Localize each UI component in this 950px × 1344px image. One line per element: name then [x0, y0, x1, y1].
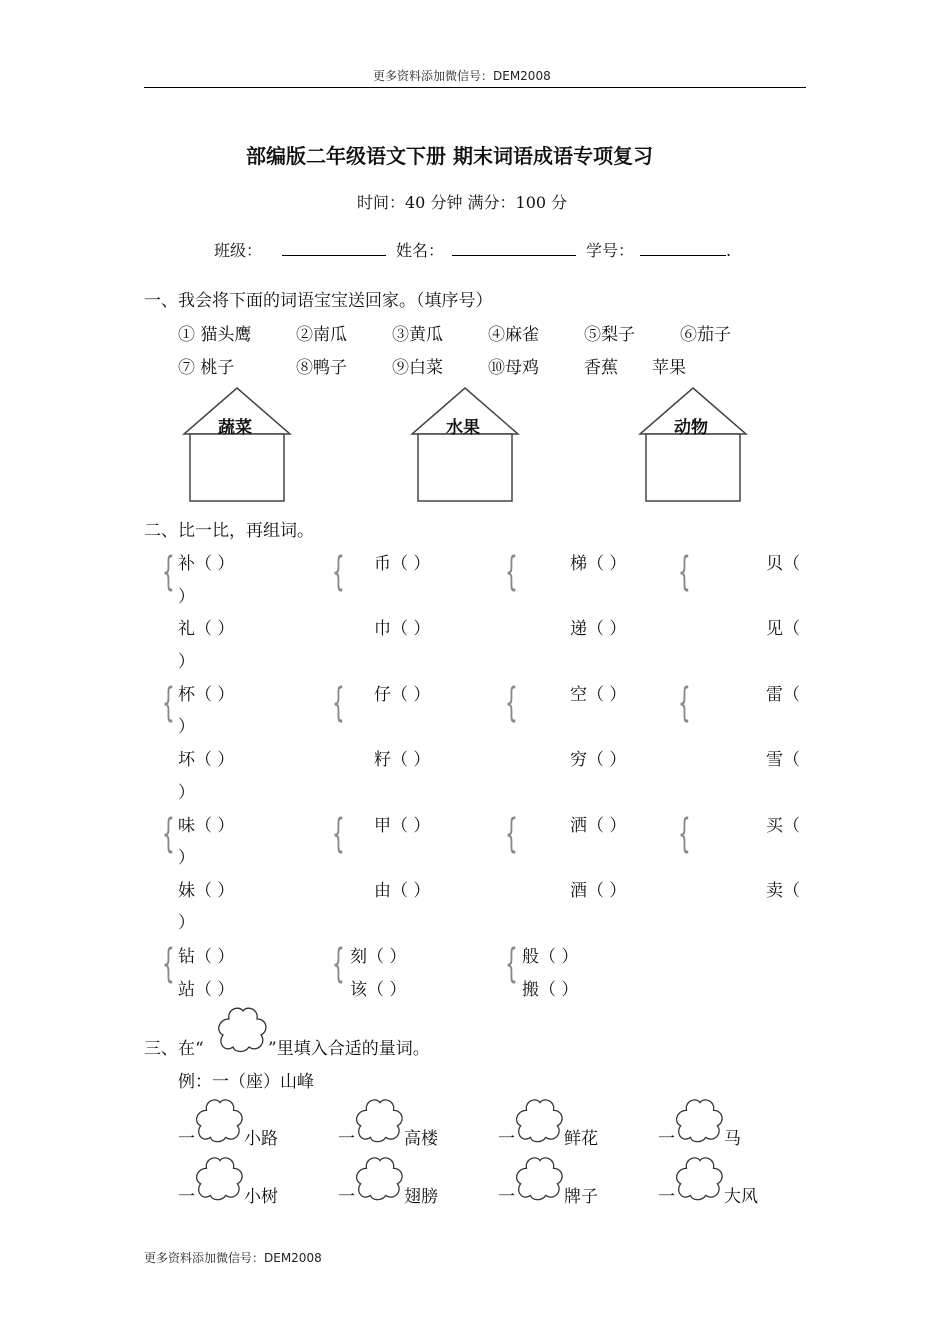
word-item: ① 猫头鹰 [178, 325, 252, 345]
pair-brace: { [505, 680, 518, 726]
word-item: 香蕉 [584, 358, 618, 378]
answer-blank[interactable]: （ ） [195, 685, 235, 705]
answer-blank[interactable]: （ [783, 685, 800, 705]
char-row [570, 549, 626, 574]
flower-input[interactable] [673, 1154, 727, 1202]
char-row [178, 975, 234, 1000]
char: 甲 [374, 816, 391, 836]
char: 洒 [570, 816, 587, 836]
one-label: 一 [498, 1187, 515, 1207]
answer-blank[interactable]: （ ） [195, 750, 235, 770]
char-row [374, 549, 430, 574]
char: 味 [178, 816, 195, 836]
char-row [570, 614, 626, 639]
flower-input[interactable] [193, 1154, 247, 1202]
char: 籽 [374, 750, 391, 770]
answer-blank[interactable]: （ ） [587, 750, 627, 770]
wrapped-paren: ） [178, 717, 195, 737]
pair-brace: { [162, 680, 175, 726]
answer-blank[interactable]: （ ） [391, 554, 431, 574]
one-label: 一 [338, 1129, 355, 1149]
char-row [178, 811, 234, 836]
char-row [570, 745, 626, 770]
pair-brace: { [162, 811, 175, 857]
char-row [178, 942, 234, 967]
char-row [178, 876, 234, 901]
section3-heading-suffix: ”里填入合适的量词。 [268, 1039, 430, 1059]
char-row [350, 975, 406, 1000]
house-animals[interactable] [638, 386, 748, 504]
answer-blank[interactable]: （ ） [391, 881, 431, 901]
house-label-fruits: 水果 [446, 418, 480, 438]
char-row [374, 614, 430, 639]
word-item: ②南瓜 [296, 325, 347, 345]
class-field[interactable] [282, 239, 386, 256]
example-line: 例：一（座）山峰 [178, 1072, 314, 1092]
header-note: 更多资料添加微信号：DEM2008 [373, 69, 551, 83]
house-vegetables[interactable] [182, 386, 292, 504]
flower-input[interactable] [353, 1154, 407, 1202]
noun-label: 小路 [244, 1129, 278, 1149]
word-item: ⑥茄子 [680, 325, 731, 345]
pair-brace: { [332, 811, 345, 857]
section2-heading: 二、比一比，再组词。 [144, 521, 314, 541]
pair-brace: { [505, 941, 518, 987]
answer-blank[interactable]: （ ） [391, 685, 431, 705]
answer-blank[interactable]: （ [783, 619, 800, 639]
char: 币 [374, 554, 391, 574]
answer-blank[interactable]: （ ） [587, 554, 627, 574]
footer-note: 更多资料添加微信号：DEM2008 [144, 1251, 322, 1265]
answer-blank[interactable]: （ ） [587, 881, 627, 901]
noun-label: 小树 [244, 1187, 278, 1207]
char: 穷 [570, 750, 587, 770]
char: 杯 [178, 685, 195, 705]
answer-blank[interactable]: （ ） [195, 619, 235, 639]
word-item: ⑩母鸡 [488, 358, 539, 378]
name-field[interactable] [452, 239, 576, 256]
one-label: 一 [178, 1129, 195, 1149]
char: 由 [374, 881, 391, 901]
wrapped-paren: ） [178, 783, 195, 803]
page-title: 部编版二年级语文下册 期末词语成语专项复习 [246, 144, 653, 168]
char: 递 [570, 619, 587, 639]
char-row [766, 680, 800, 705]
pair-brace: { [678, 811, 691, 857]
char: 该 [350, 980, 367, 1000]
char: 雷 [766, 685, 783, 705]
char: 酒 [570, 881, 587, 901]
section3-heading-prefix: 三、在“ [144, 1039, 204, 1059]
wrapped-paren: ） [178, 652, 195, 672]
char-row [374, 745, 430, 770]
char: 雪 [766, 750, 783, 770]
answer-blank[interactable]: （ ） [391, 619, 431, 639]
char-row [766, 745, 800, 770]
answer-blank[interactable]: （ ） [195, 554, 235, 574]
answer-blank[interactable]: （ ） [539, 947, 579, 967]
char-row [766, 614, 800, 639]
wrapped-paren: ） [178, 913, 195, 933]
one-label: 一 [498, 1129, 515, 1149]
char: 钻 [178, 947, 195, 967]
header-rule [144, 87, 806, 88]
pair-brace: { [332, 941, 345, 987]
section1-heading: 一、我会将下面的词语宝宝送回家。（填序号） [144, 291, 493, 311]
char-row [570, 811, 626, 836]
answer-blank[interactable]: （ ） [195, 881, 235, 901]
char-row [522, 975, 578, 1000]
pair-brace: { [162, 549, 175, 595]
one-label: 一 [658, 1129, 675, 1149]
pair-brace: { [332, 680, 345, 726]
char: 空 [570, 685, 587, 705]
char-row [374, 811, 430, 836]
char-row [178, 614, 234, 639]
flower-icon [215, 1005, 271, 1053]
char-row [570, 876, 626, 901]
house-label-animals: 动物 [674, 418, 708, 438]
char: 买 [766, 816, 783, 836]
answer-blank[interactable]: （ [783, 750, 800, 770]
answer-blank[interactable]: （ ） [587, 619, 627, 639]
char: 卖 [766, 881, 783, 901]
student-info-line [214, 238, 731, 261]
time-score-line: 时间：40 分钟 满分：100 分 [357, 193, 568, 212]
char-row [178, 680, 234, 705]
char-row [178, 745, 234, 770]
char: 巾 [374, 619, 391, 639]
char: 般 [522, 947, 539, 967]
one-label: 一 [658, 1187, 675, 1207]
char-row [374, 876, 430, 901]
answer-blank[interactable]: （ ） [195, 980, 235, 1000]
char: 妹 [178, 881, 195, 901]
answer-blank[interactable]: （ ） [391, 816, 431, 836]
one-label: 一 [338, 1187, 355, 1207]
word-item: ⑦ 桃子 [178, 358, 235, 378]
noun-label: 大风 [724, 1187, 758, 1207]
word-item: ④麻雀 [488, 325, 539, 345]
one-label: 一 [178, 1187, 195, 1207]
char-row [766, 876, 800, 901]
char: 坏 [178, 750, 195, 770]
pair-brace: { [678, 680, 691, 726]
id-field[interactable] [640, 239, 726, 256]
word-item: ⑧鸭子 [296, 358, 347, 378]
name-label: 姓名： [396, 241, 445, 260]
answer-blank[interactable]: （ ） [195, 816, 235, 836]
noun-label: 高楼 [404, 1129, 438, 1149]
answer-blank[interactable]: （ ） [391, 750, 431, 770]
house-label-vegetables: 蔬菜 [218, 418, 252, 438]
char-row [374, 680, 430, 705]
noun-label: 鲜花 [564, 1129, 598, 1149]
char: 仔 [374, 685, 391, 705]
answer-blank[interactable]: （ [783, 881, 800, 901]
pair-brace: { [678, 549, 691, 595]
answer-blank[interactable]: （ ） [367, 980, 407, 1000]
noun-label: 牌子 [564, 1187, 598, 1207]
wrapped-paren: ） [178, 587, 195, 607]
word-item: 苹果 [652, 358, 686, 378]
class-label: 班级： [214, 241, 263, 260]
char-row [350, 942, 406, 967]
pair-brace: { [505, 549, 518, 595]
pair-brace: { [162, 941, 175, 987]
wrapped-paren: ） [178, 848, 195, 868]
flower-input[interactable] [193, 1096, 247, 1144]
char: 搬 [522, 980, 539, 1000]
answer-blank[interactable]: （ ） [195, 947, 235, 967]
answer-blank[interactable]: （ ） [587, 816, 627, 836]
char-row [766, 549, 800, 574]
noun-label: 翅膀 [404, 1187, 438, 1207]
char: 刻 [350, 947, 367, 967]
word-item: ⑨白菜 [392, 358, 443, 378]
char: 礼 [178, 619, 195, 639]
char-row [178, 549, 234, 574]
flower-input[interactable] [353, 1096, 407, 1144]
noun-label: 马 [724, 1129, 741, 1149]
char: 见 [766, 619, 783, 639]
flower-input[interactable] [513, 1154, 567, 1202]
pair-brace: { [505, 811, 518, 857]
flower-input[interactable] [513, 1096, 567, 1144]
answer-blank[interactable]: （ [783, 554, 800, 574]
flower-input[interactable] [673, 1096, 727, 1144]
char: 贝 [766, 554, 783, 574]
word-item: ⑤梨子 [584, 325, 635, 345]
char-row [766, 811, 800, 836]
answer-blank[interactable]: （ ） [587, 685, 627, 705]
char: 梯 [570, 554, 587, 574]
word-item: ③黄瓜 [392, 325, 443, 345]
answer-blank[interactable]: （ ） [367, 947, 407, 967]
char: 补 [178, 554, 195, 574]
pair-brace: { [332, 549, 345, 595]
char-row [570, 680, 626, 705]
id-label: 学号： [586, 241, 635, 260]
answer-blank[interactable]: （ [783, 816, 800, 836]
char-row [522, 942, 578, 967]
end-mark: . [726, 241, 732, 260]
char: 站 [178, 980, 195, 1000]
answer-blank[interactable]: （ ） [539, 980, 579, 1000]
house-fruits[interactable] [410, 386, 520, 504]
